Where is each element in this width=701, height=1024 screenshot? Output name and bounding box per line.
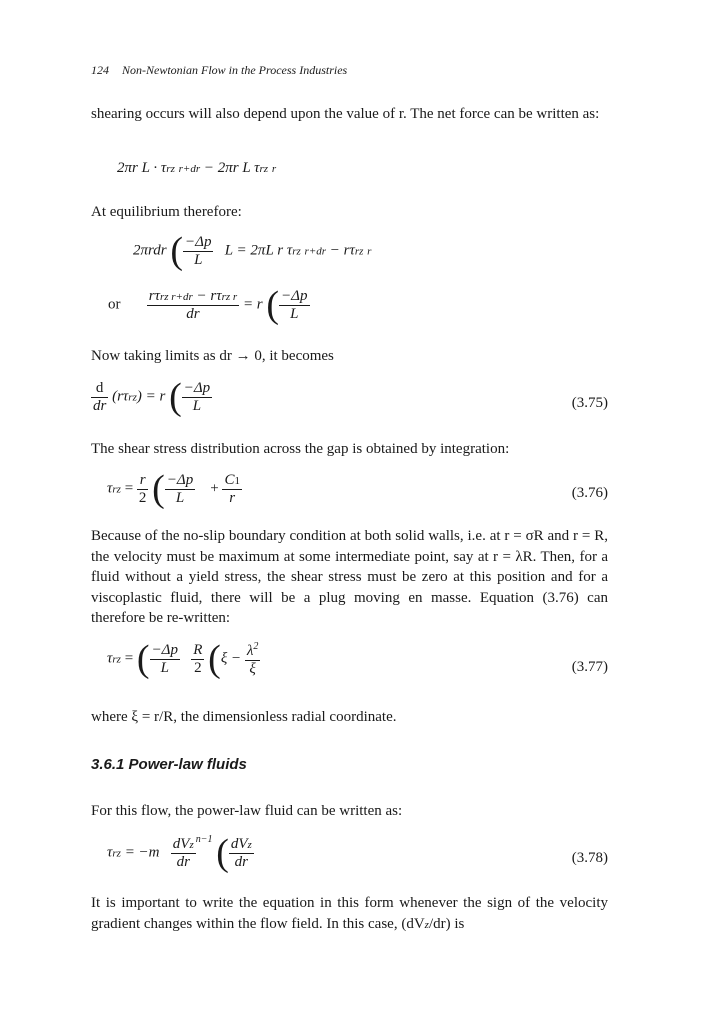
page-number: 124 <box>91 63 109 77</box>
paragraph-3: Now taking limits as dr → 0, it becomes <box>91 348 334 364</box>
paragraph-8: It is important to write the equation in this form whenever the sign of the velocity gradient changes within the flow field. In this case, (dVz/dr) is <box>91 895 608 932</box>
paragraph-4: The shear stress distribution across the gap is obtained by integration: <box>91 441 510 457</box>
equation-3-75: $\frac{d}{dr}$ (rτrz) = r ( $\frac{-\Delta p}{L}$ <box>93 376 211 418</box>
running-title: Non-Newtonian Flow in the Process Industries <box>122 63 348 77</box>
equation-number-3-77: (3.77) <box>571 659 608 675</box>
paragraph-1: shearing occurs will also depend upon the value of r. The net force can be written as: <box>91 106 600 122</box>
equation-3-77: τrz = ( $\frac{-\Delta p}{L}$ $\frac{R}{2}$ (ξ − $\frac{\lambda^2}{\xi}$ <box>107 638 259 680</box>
paragraph-2: At equilibrium therefore: <box>91 204 242 220</box>
equation-number-3-75: (3.75) <box>571 395 608 411</box>
equation-number-3-78: (3.78) <box>571 850 608 866</box>
running-header <box>91 63 347 78</box>
paragraph-7: For this flow, the power-law fluid can be written as: <box>91 803 403 819</box>
equation-3-76: τrz = $\frac{r}{2}$ ( $\frac{-\Delta p}{L}$ + $\frac{C1}{r}$ <box>107 468 240 510</box>
equation-number-3-76: (3.76) <box>571 485 608 501</box>
equation-net-force: 2πr L · τrz r+dr − 2πr L τrz r <box>117 160 277 176</box>
equation-equilibrium: 2πrdr ( $\frac{-\Delta p}{L}$ L = 2πL r τrz r+dr − rτrz r <box>133 230 372 272</box>
equation-3-78: τrz = −m $\frac{\text{dVz}}{dr}$ $^{n-1}$ ( $\frac{\text{dVz}}{dr}$ <box>107 832 252 874</box>
section-heading: 3.6.1 Power-law fluids <box>91 756 247 773</box>
paragraph-6: where ξ = r/R, the dimensionless radial coordinate. <box>91 709 397 725</box>
paragraph-5: Because of the no-slip boundary condition at both solid walls, i.e. at r = σR and r = R, the velocity must be maximum at some intermediate point, say at r = λR. Then, for a fluid without a yield stress, the shear stress must be zero at this position and for a viscoplastic fluid, there will be a plug moving en masse. Equation (3.76) can therefore be re-written: <box>91 528 608 626</box>
equation-or: or $\frac{\text{rτrz r+dr − rτrz r}}{dr}$ = r ( $\frac{-\Delta p}{L}$ <box>108 284 308 326</box>
